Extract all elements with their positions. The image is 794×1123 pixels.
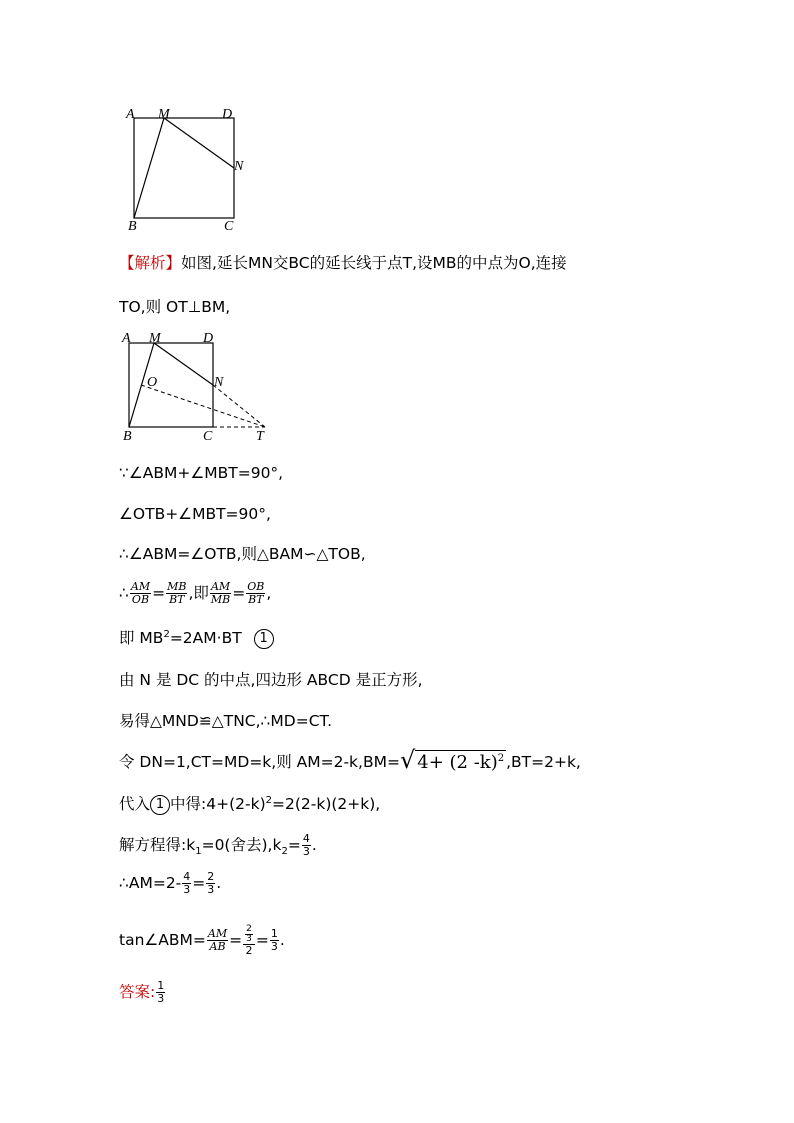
line-substitute: 代入 1 中得$:4+(2-k)^2=2(2-k)(2+k)$, xyxy=(119,794,381,813)
fraction: $\frac{AM}{AB}$ xyxy=(207,927,228,953)
label-d: D xyxy=(222,107,233,122)
solution-intro-line2: TO,则 OT⊥BM, xyxy=(119,298,231,316)
fraction: $\frac{AM}{OB}$ xyxy=(130,580,151,606)
square-root: √ 4+ (2 -k)$^2$ xyxy=(399,745,505,774)
answer-line xyxy=(119,978,166,1006)
answer-label: 答案: xyxy=(119,983,156,1001)
line-otb: ∠OTB+∠MBT=90°, xyxy=(119,505,271,523)
line-let: 令 DN=1,CT=MD=k,则 AM=2-k,BM=√ 4+ (2 -k)$^2$ ,BT=2+k, xyxy=(119,748,581,777)
line-congruent: 易得△MND≌△TNC,∴MD=CT. xyxy=(119,712,333,730)
fraction: $\frac{OB}{BT}$ xyxy=(247,580,265,606)
label-b: B xyxy=(123,429,132,444)
line-equation-1: 即 $MB^2=2AM\cdot BT$ 1 xyxy=(119,628,274,649)
label-a: A xyxy=(122,331,131,346)
line-therefore-similar: ∴∠ABM=∠OTB,则△BAM∽△TOB, xyxy=(119,545,366,563)
fraction: $\frac{4}{3}$ xyxy=(302,832,310,858)
figure-square-abcd xyxy=(120,100,260,235)
label-d: D xyxy=(203,331,214,346)
line-ratio: ∴ $\frac{AM}{OB}$ = $\frac{MB}{BT}$ ,即 $\frac{AM}{MB}$ = $\frac{OB}{BT}$ , xyxy=(119,580,272,606)
label-a: A xyxy=(126,107,135,122)
circled-number: 1 xyxy=(254,629,274,649)
compound-fraction: $\frac{\frac{2}{3}}{2}$ xyxy=(243,925,255,957)
label-n: N xyxy=(214,375,224,390)
label-t: T xyxy=(256,429,264,444)
solution-intro-line1: 【解析】如图,延长MN交BC的延长线于点T,设MB的中点为O,连接 xyxy=(119,254,567,272)
label-m: M xyxy=(158,107,170,122)
fraction: $\frac{2}{3}$ xyxy=(207,870,215,896)
fraction: $\frac{4}{3}$ xyxy=(183,870,191,896)
line-solve: 解方程得$:k_1=0$(舍去)$,k_2=$ $\frac{4}{3}$ . xyxy=(119,832,317,858)
line-tan: tan∠ABM= $\frac{AM}{AB}$ = $\frac{\frac{2}{3}}{2}$ = $\frac{1}{3}$ . xyxy=(119,923,285,957)
fraction: $\frac{AM}{MB}$ xyxy=(210,580,231,606)
label-m: M xyxy=(149,331,161,346)
label-c: C xyxy=(224,219,234,234)
label-n: N xyxy=(234,159,244,174)
fraction: $\frac{1}{3}$ xyxy=(270,927,278,953)
line-because: ∵∠ABM+∠MBT=90°, xyxy=(119,464,284,482)
line-n-midpoint: 由 N 是 DC 的中点,四边形 ABCD 是正方形, xyxy=(119,671,423,689)
line-am: ∴AM=2- $\frac{4}{3}$ = $\frac{2}{3}$ . xyxy=(119,870,222,896)
analysis-tag: 【解析】 xyxy=(119,254,182,272)
label-b: B xyxy=(128,219,137,234)
circled-number: 1 xyxy=(150,795,170,815)
fraction: $\frac{MB}{BT}$ xyxy=(167,580,187,606)
figure-square-extended xyxy=(115,328,280,446)
answer-fraction: $\frac{1}{3}$ xyxy=(157,979,165,1005)
label-c: C xyxy=(203,429,213,444)
label-o: O xyxy=(147,375,158,390)
